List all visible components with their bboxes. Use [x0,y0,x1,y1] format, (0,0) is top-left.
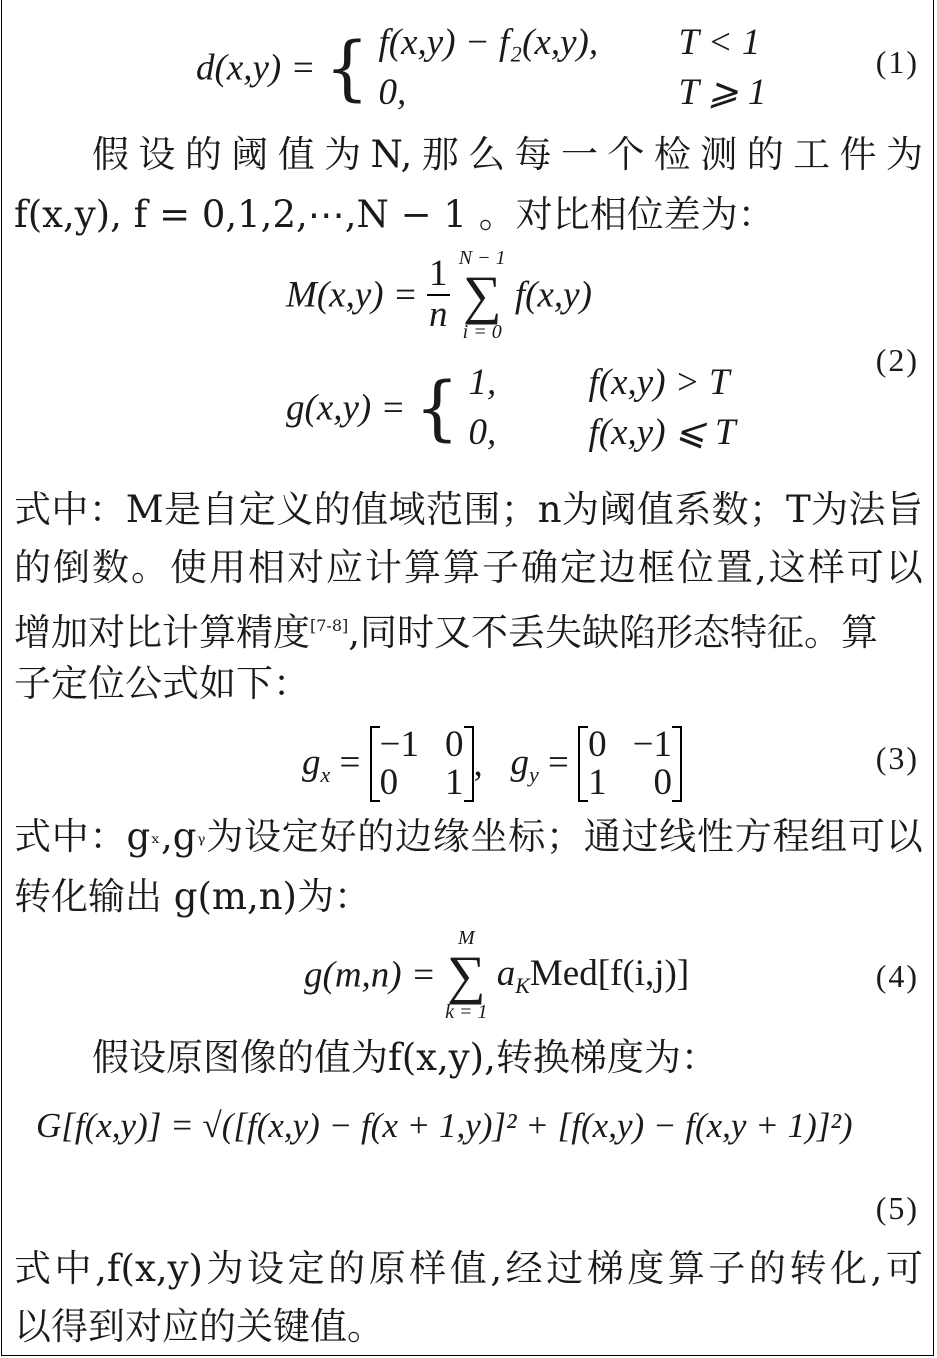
equation-3-number: (3) [875,740,919,776]
paragraph-2-line-4: 子定位公式如下： [14,662,310,705]
paragraph-3-line-2: 转化输出 g(m,n)为： [14,875,371,918]
equation-4-number: (4) [875,958,919,994]
equation-5-number: (5) [875,1190,919,1226]
matrix-gy: 0 −1 1 0 [578,726,682,802]
equation-1: d(x,y) = { f(x,y) − f₂(x,y), T < 1 0, T ⩾ 1 [196,22,767,113]
paragraph-4-line-1: 假设原图像的值为f(x,y),转换梯度为： [92,1036,718,1079]
paragraph-2-line-2: 的 倒 数 。 使 用 相 对 应 计 算 算 子 确 定 边 框 位 置 , 这 样 可 以 [14,546,923,589]
paragraph-3-line-1: 式 中 ：g ₓ ,g ᵧ 为 设 定 好 的 边 缘 坐 标 ； 通 过 线 性 方 程 组 可 以 [14,815,923,858]
matrix-gx: −1 0 0 1 [370,726,474,802]
paragraph-5-line-2: 以得到对应的关键值。 [14,1305,384,1348]
equation-2a: M(x,y) = $\frac{1}{n}$ N − 1 ∑ i = 0 f(x,y) [286,247,592,343]
equation-2-number: (2) [875,342,919,378]
equation-3: $g_x$ = −1 0 0 1 , $g_y$ = 0 −1 1 0 [302,726,682,802]
paragraph-1-line-1: 假 设 的 阈 值 为 N, 那 么 每 一 个 检 测 的 工 件 为 [92,133,923,176]
equation-5: G[f(x,y)] = √([f(x,y) − f(x + 1,y)]² + [f(x,y) − f(x,y + 1)]²) [36,1106,853,1145]
citation-ref: [7-8] [310,616,349,635]
paragraph-1-line-2: f(x,y), f = 0,1,2,⋯,N − 1 。对比相位差为： [14,193,775,236]
equation-1-number: (1) [875,44,919,80]
paragraph-2-line-3: 增加对比计算精度[7-8],同时又不丢失缺陷形态特征。算 [14,611,879,654]
paragraph-2-line-1: 式 中 ：M 是 自 定 义 的 值 域 范 围 ；n 为 阈 值 系 数 ；T 为 法 旨 [14,488,923,531]
paragraph-5-line-1: 式 中 ,f(x,y) 为 设 定 的 原 样 值 , 经 过 梯 度 算 子 的 转 化 , 可 [14,1247,923,1290]
equation-2b: g(x,y) = { 1, f(x,y) > T 0, f(x,y) ⩽ T [286,362,736,453]
equation-4: g(m,n) = M ∑ k = 1 $a_KMed[f(i,j)]$ [304,927,690,1023]
